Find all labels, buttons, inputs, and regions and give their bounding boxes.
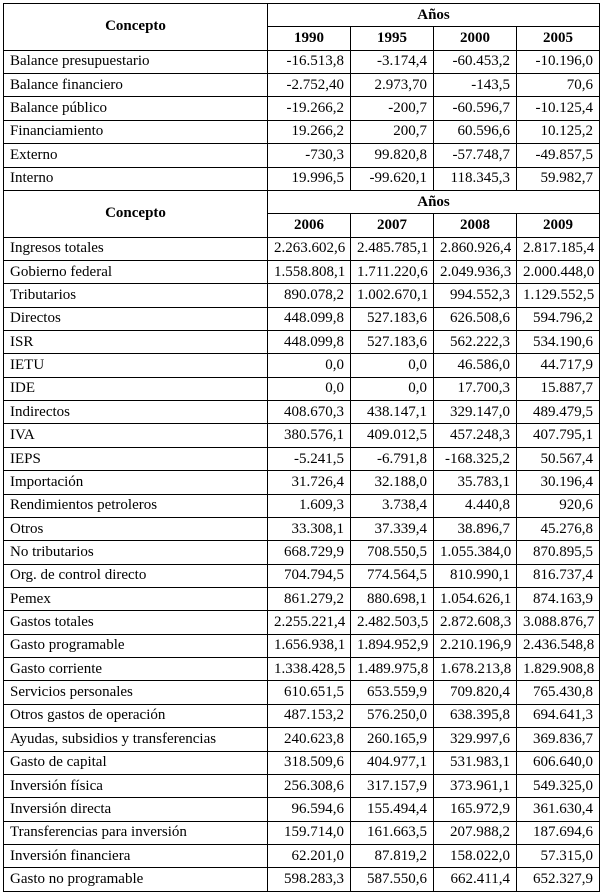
row-value: 810.990,1 [434, 564, 517, 587]
row-value: 2.049.936,3 [434, 260, 517, 283]
row-value: 774.564,5 [351, 564, 434, 587]
row-value: 35.783,1 [434, 471, 517, 494]
row-label: Balance financiero [4, 74, 268, 97]
row-label: Gasto no programable [4, 868, 268, 892]
header-row-1 [4, 190, 600, 213]
row-value: 709.820,4 [434, 681, 517, 704]
row-value: 1.002.670,1 [351, 284, 434, 307]
row-value: 165.972,9 [434, 798, 517, 821]
table-row [4, 120, 600, 143]
row-value: 2.973,70 [351, 74, 434, 97]
row-value: 30.196,4 [517, 471, 600, 494]
row-value: 59.982,7 [517, 167, 600, 190]
row-label: IDE [4, 377, 268, 400]
row-label: Org. de control directo [4, 564, 268, 587]
row-value: 668.729,9 [268, 541, 351, 564]
row-value: 870.895,5 [517, 541, 600, 564]
year-header: 2000 [434, 27, 517, 50]
row-label: Interno [4, 167, 268, 190]
row-value: 2.255.221,4 [268, 611, 351, 634]
year-header: 2005 [517, 27, 600, 50]
row-value: 2.210.196,9 [434, 634, 517, 657]
row-value: 527.183,6 [351, 307, 434, 330]
table-row [4, 260, 600, 283]
year-header: 1995 [351, 27, 434, 50]
row-value: 3.738,4 [351, 494, 434, 517]
row-label: Gobierno federal [4, 260, 268, 283]
table-row [4, 821, 600, 844]
row-value: 890.078,2 [268, 284, 351, 307]
table-row [4, 611, 600, 634]
row-value: 46.586,0 [434, 354, 517, 377]
table-row [4, 74, 600, 97]
row-value: 598.283,3 [268, 868, 351, 892]
row-value: -2.752,40 [268, 74, 351, 97]
year-header: 1990 [268, 27, 351, 50]
row-value: -730,3 [268, 144, 351, 167]
row-value: -99.620,1 [351, 167, 434, 190]
row-value: 260.165,9 [351, 728, 434, 751]
table-row [4, 447, 600, 470]
table-row [4, 564, 600, 587]
row-value: 587.550,6 [351, 868, 434, 892]
row-label: Indirectos [4, 401, 268, 424]
row-label: Inversión física [4, 774, 268, 797]
table-row [4, 471, 600, 494]
row-label: Gastos totales [4, 611, 268, 634]
row-value: 33.308,1 [268, 517, 351, 540]
row-value: 158.022,0 [434, 844, 517, 867]
row-label: Gasto programable [4, 634, 268, 657]
row-value: 60.596,6 [434, 120, 517, 143]
row-value: 2.482.503,5 [351, 611, 434, 634]
row-label: ISR [4, 331, 268, 354]
year-header: 2006 [268, 214, 351, 237]
row-label: IVA [4, 424, 268, 447]
row-value: 694.641,3 [517, 704, 600, 727]
row-value: 1.894.952,9 [351, 634, 434, 657]
row-value: 409.012,5 [351, 424, 434, 447]
row-label: Gasto corriente [4, 658, 268, 681]
row-label: IEPS [4, 447, 268, 470]
row-value: 240.623,8 [268, 728, 351, 751]
row-value: 662.411,4 [434, 868, 517, 892]
row-value: 2.817.185,4 [517, 237, 600, 260]
row-value: 0,0 [351, 354, 434, 377]
table-row [4, 844, 600, 867]
row-value: 920,6 [517, 494, 600, 517]
row-value: 380.576,1 [268, 424, 351, 447]
row-value: -10.125,4 [517, 97, 600, 120]
table-row [4, 704, 600, 727]
row-value: 448.099,8 [268, 307, 351, 330]
row-value: 874.163,9 [517, 587, 600, 610]
row-value: -200,7 [351, 97, 434, 120]
table-row [4, 401, 600, 424]
row-value: 448.099,8 [268, 331, 351, 354]
row-value: 57.315,0 [517, 844, 600, 867]
row-value: 1.338.428,5 [268, 658, 351, 681]
row-value: 1.829.908,8 [517, 658, 600, 681]
table-row [4, 774, 600, 797]
row-value: 2.872.608,3 [434, 611, 517, 634]
row-value: 38.896,7 [434, 517, 517, 540]
table-row [4, 728, 600, 751]
row-value: 44.717,9 [517, 354, 600, 377]
row-value: 329.147,0 [434, 401, 517, 424]
row-value: -6.791,8 [351, 447, 434, 470]
row-label: Inversión financiera [4, 844, 268, 867]
row-value: 652.327,9 [517, 868, 600, 892]
row-label: Gasto de capital [4, 751, 268, 774]
row-label: Otros [4, 517, 268, 540]
row-value: 1.678.213,8 [434, 658, 517, 681]
row-value: 3.088.876,7 [517, 611, 600, 634]
row-value: 2.000.448,0 [517, 260, 600, 283]
row-value: 489.479,5 [517, 401, 600, 424]
row-value: 1.489.975,8 [351, 658, 434, 681]
row-label: Importación [4, 471, 268, 494]
row-value: 317.157,9 [351, 774, 434, 797]
year-header: 2008 [434, 214, 517, 237]
row-value: 404.977,1 [351, 751, 434, 774]
row-value: 4.440,8 [434, 494, 517, 517]
row-value: 438.147,1 [351, 401, 434, 424]
row-label: Externo [4, 144, 268, 167]
row-value: 19.996,5 [268, 167, 351, 190]
row-value: -49.857,5 [517, 144, 600, 167]
table-row [4, 868, 600, 892]
row-value: 0,0 [268, 377, 351, 400]
row-value: 256.308,6 [268, 774, 351, 797]
row-value: 19.266,2 [268, 120, 351, 143]
concepto-header: Concepto [4, 190, 268, 237]
anos-header: Años [268, 190, 600, 213]
table-row [4, 97, 600, 120]
table-row [4, 354, 600, 377]
row-value: -16.513,8 [268, 50, 351, 73]
row-value: 2.485.785,1 [351, 237, 434, 260]
table-row [4, 517, 600, 540]
row-value: 96.594,6 [268, 798, 351, 821]
table-row [4, 681, 600, 704]
row-value: 99.820,8 [351, 144, 434, 167]
row-value: 1.055.384,0 [434, 541, 517, 564]
row-label: Ingresos totales [4, 237, 268, 260]
row-value: 207.988,2 [434, 821, 517, 844]
table-row [4, 237, 600, 260]
row-value: 576.250,0 [351, 704, 434, 727]
row-value: 70,6 [517, 74, 600, 97]
row-value: 1.558.808,1 [268, 260, 351, 283]
table-row [4, 751, 600, 774]
row-value: 626.508,6 [434, 307, 517, 330]
row-value: -3.174,4 [351, 50, 434, 73]
fiscal-table [3, 3, 600, 892]
row-value: 0,0 [268, 354, 351, 377]
row-label: Servicios personales [4, 681, 268, 704]
table-row [4, 634, 600, 657]
row-value: 708.550,5 [351, 541, 434, 564]
row-value: 1.129.552,5 [517, 284, 600, 307]
row-label: Inversión directa [4, 798, 268, 821]
row-value: 1.054.626,1 [434, 587, 517, 610]
row-value: -168.325,2 [434, 447, 517, 470]
row-value: 653.559,9 [351, 681, 434, 704]
row-value: 2.860.926,4 [434, 237, 517, 260]
row-value: 0,0 [351, 377, 434, 400]
row-value: -10.196,0 [517, 50, 600, 73]
row-value: 161.663,5 [351, 821, 434, 844]
table-row [4, 798, 600, 821]
row-value: 118.345,3 [434, 167, 517, 190]
header-row-0 [4, 4, 600, 27]
row-value: 531.983,1 [434, 751, 517, 774]
row-value: 704.794,5 [268, 564, 351, 587]
row-value: 10.125,2 [517, 120, 600, 143]
row-value: 562.222,3 [434, 331, 517, 354]
row-value: -143,5 [434, 74, 517, 97]
fiscal-table-body [4, 4, 600, 892]
row-value: 31.726,4 [268, 471, 351, 494]
row-label: No tributarios [4, 541, 268, 564]
row-value: 155.494,4 [351, 798, 434, 821]
row-label: Rendimientos petroleros [4, 494, 268, 517]
table-row [4, 587, 600, 610]
row-value: 369.836,7 [517, 728, 600, 751]
row-value: 407.795,1 [517, 424, 600, 447]
row-label: Directos [4, 307, 268, 330]
year-header: 2009 [517, 214, 600, 237]
row-value: 816.737,4 [517, 564, 600, 587]
row-value: 994.552,3 [434, 284, 517, 307]
row-value: 594.796,2 [517, 307, 600, 330]
row-value: -19.266,2 [268, 97, 351, 120]
row-label: Financiamiento [4, 120, 268, 143]
row-value: 880.698,1 [351, 587, 434, 610]
row-value: 200,7 [351, 120, 434, 143]
row-value: 87.819,2 [351, 844, 434, 867]
row-value: 408.670,3 [268, 401, 351, 424]
row-value: 37.339,4 [351, 517, 434, 540]
row-value: -60.596,7 [434, 97, 517, 120]
table-row [4, 50, 600, 73]
table-row [4, 658, 600, 681]
row-value: 373.961,1 [434, 774, 517, 797]
row-label: Balance público [4, 97, 268, 120]
row-value: 1.656.938,1 [268, 634, 351, 657]
row-value: -5.241,5 [268, 447, 351, 470]
row-label: Balance presupuestario [4, 50, 268, 73]
row-value: 606.640,0 [517, 751, 600, 774]
table-row [4, 331, 600, 354]
row-value: 62.201,0 [268, 844, 351, 867]
row-value: 527.183,6 [351, 331, 434, 354]
concepto-header: Concepto [4, 4, 268, 51]
table-row [4, 284, 600, 307]
row-value: 15.887,7 [517, 377, 600, 400]
anos-header: Años [268, 4, 600, 27]
table-row [4, 307, 600, 330]
row-label: IETU [4, 354, 268, 377]
row-value: 17.700,3 [434, 377, 517, 400]
row-value: 861.279,2 [268, 587, 351, 610]
row-value: 45.276,8 [517, 517, 600, 540]
row-value: 610.651,5 [268, 681, 351, 704]
row-label: Otros gastos de operación [4, 704, 268, 727]
row-value: 457.248,3 [434, 424, 517, 447]
row-value: 329.997,6 [434, 728, 517, 751]
row-label: Transferencias para inversión [4, 821, 268, 844]
row-label: Pemex [4, 587, 268, 610]
row-label: Ayudas, subsidios y transferencias [4, 728, 268, 751]
row-value: -60.453,2 [434, 50, 517, 73]
row-value: 318.509,6 [268, 751, 351, 774]
row-value: -57.748,7 [434, 144, 517, 167]
row-value: 638.395,8 [434, 704, 517, 727]
row-value: 187.694,6 [517, 821, 600, 844]
row-value: 1.609,3 [268, 494, 351, 517]
row-value: 765.430,8 [517, 681, 600, 704]
row-value: 487.153,2 [268, 704, 351, 727]
row-value: 32.188,0 [351, 471, 434, 494]
row-value: 361.630,4 [517, 798, 600, 821]
row-value: 50.567,4 [517, 447, 600, 470]
table-row [4, 541, 600, 564]
row-value: 534.190,6 [517, 331, 600, 354]
row-value: 549.325,0 [517, 774, 600, 797]
row-label: Tributarios [4, 284, 268, 307]
table-row [4, 424, 600, 447]
table-row [4, 144, 600, 167]
table-row [4, 167, 600, 190]
row-value: 159.714,0 [268, 821, 351, 844]
row-value: 2.436.548,8 [517, 634, 600, 657]
table-row [4, 494, 600, 517]
row-value: 1.711.220,6 [351, 260, 434, 283]
row-value: 2.263.602,6 [268, 237, 351, 260]
year-header: 2007 [351, 214, 434, 237]
table-row [4, 377, 600, 400]
